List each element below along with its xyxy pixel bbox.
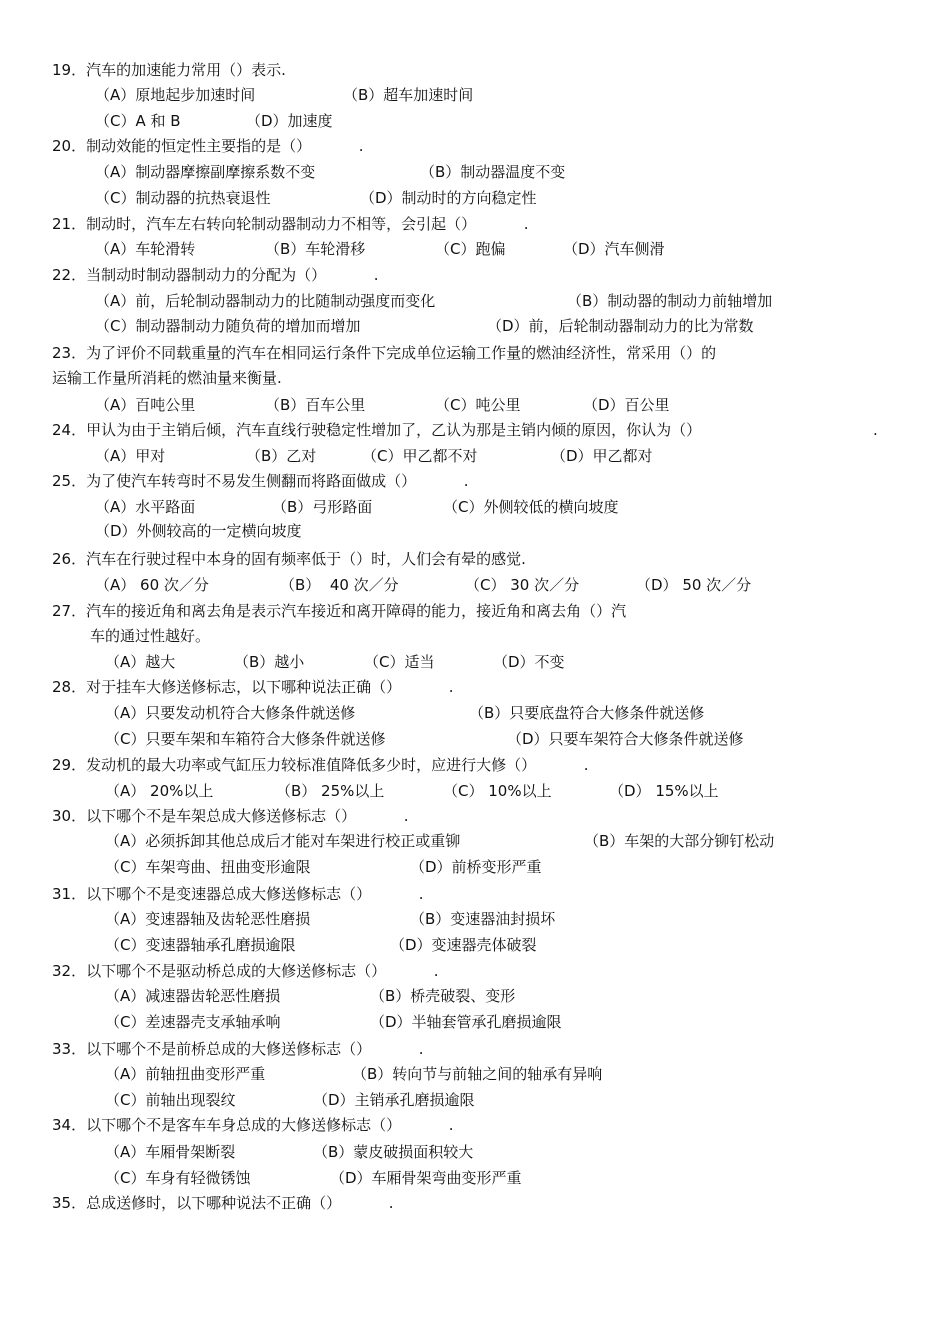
option-line: （A）必须拆卸其他总成后才能对车架进行校正或重铆 [105,832,461,850]
option-line: （C）制动器制动力随负荷的增加而增加 [95,317,361,335]
option-line: . [873,421,878,439]
option-line: 车的通过性越好。 [90,627,211,645]
question-line: 34．以下哪个不是客车车身总成的大修送修标志（） . [52,1116,454,1134]
option-line: （C） 30 次／分 [465,576,580,594]
question-line: 24．甲认为由于主销后倾，汽车直线行驶稳定性增加了，乙认为那是主销内倾的原因，你认为（） [52,421,702,439]
option-line: （B）车轮滑移 [265,240,366,258]
option-line: （C）甲乙都不对 [362,447,478,465]
option-line: （A）制动器摩擦副摩擦系数不变 [95,163,316,181]
option-line: （D）半轴套管承孔磨损逾限 [370,1013,562,1031]
option-line: （C） 10%以上 [443,782,552,800]
option-line: （D）加速度 [246,112,333,130]
option-line: （A）水平路面 [95,498,196,516]
question-line: 27．汽车的接近角和离去角是表示汽车接近和离开障碍的能力，接近角和离去角（）汽 [52,602,627,620]
option-line: （B）转向节与前轴之间的轴承有异响 [352,1065,603,1083]
option-line: （D）车厢骨架弯曲变形严重 [330,1169,522,1187]
option-line: （D）主销承孔磨损逾限 [313,1091,475,1109]
question-line: 29．发动机的最大功率或气缸压力较标准值降低多少时，应进行大修（） . [52,756,589,774]
option-line: （D）百公里 [583,396,670,414]
option-line: （A）车厢骨架断裂 [105,1143,236,1161]
option-line: （C）只要车架和车箱符合大修条件就送修 [105,730,386,748]
option-line: （A）百吨公里 [95,396,196,414]
option-line: （D）变速器壳体破裂 [390,936,537,954]
option-line: （C）制动器的抗热衰退性 [95,189,271,207]
question-line: 32．以下哪个不是驱动桥总成的大修送修标志（） . [52,962,439,980]
question-line: 22．当制动时制动器制动力的分配为（） . [52,266,379,284]
option-line: （D）外侧较高的一定横向坡度 [95,522,302,540]
option-line: （D）只要车架符合大修条件就送修 [507,730,744,748]
option-line: （A）只要发动机符合大修条件就送修 [105,704,356,722]
question-line: 21．制动时，汽车左右转向轮制动器制动力不相等，会引起（） . [52,215,529,233]
question-line: 25．为了使汽车转弯时不易发生侧翻而将路面做成（） . [52,472,469,490]
option-line: （B）乙对 [246,447,317,465]
option-line: （D）前，后轮制动器制动力的比为常数 [487,317,754,335]
option-line: （C）差速器壳支承轴承响 [105,1013,281,1031]
option-line: （D）前桥变形严重 [410,858,542,876]
option-line: （C）车身有轻微锈蚀 [105,1169,251,1187]
option-line: （B）越小 [234,653,305,671]
question-line: 30．以下哪个不是车架总成大修送修标志（） . [52,807,409,825]
option-line: （B） 40 次／分 [280,576,399,594]
option-line: （A）车轮滑转 [95,240,196,258]
option-line: （C）跑偏 [435,240,506,258]
option-line: （C）A 和 B [95,112,181,130]
option-line: （D）汽车侧滑 [563,240,665,258]
option-line: （C）变速器轴承孔磨损逾限 [105,936,296,954]
option-line: （B）超车加速时间 [343,86,474,104]
option-line: （A）越大 [105,653,176,671]
question-line: 19．汽车的加速能力常用（）表示. [52,61,286,79]
option-line: （C）车架弯曲、扭曲变形逾限 [105,858,311,876]
option-line: （D）不变 [493,653,565,671]
option-line: （D）制动时的方向稳定性 [360,189,537,207]
option-line: （A）前，后轮制动器制动力的比随制动强度而变化 [95,292,436,310]
question-line: 33．以下哪个不是前桥总成的大修送修标志（） . [52,1040,424,1058]
option-line: （B）蒙皮破损面积较大 [313,1143,474,1161]
option-line: （A）原地起步加速时间 [95,86,256,104]
option-line: （A） 60 次／分 [95,576,209,594]
question-line: 23．为了评价不同载重量的汽车在相同运行条件下完成单位运输工作量的燃油经济性，常采用（）的 [52,344,717,362]
option-line: （B）制动器的制动力前轴增加 [567,292,773,310]
option-line: （B） 25%以上 [276,782,385,800]
option-line: （C）吨公里 [435,396,521,414]
option-line: （A）变速器轴及齿轮恶性磨损 [105,910,311,928]
question-line: 26．汽车在行驶过程中本身的固有频率低于（）时，人们会有晕的感觉. [52,550,526,568]
question-line: 31．以下哪个不是变速器总成大修送修标志（） . [52,885,424,903]
option-line: （B）百车公里 [265,396,366,414]
option-line: （D）甲乙都对 [551,447,653,465]
option-line: （C）前轴出现裂纹 [105,1091,236,1109]
option-line: （B）制动器温度不变 [420,163,566,181]
option-line: （B）弓形路面 [272,498,373,516]
question-line: 28．对于挂车大修送修标志，以下哪种说法正确（） . [52,678,454,696]
option-line: （C）适当 [364,653,435,671]
option-line: （A）减速器齿轮恶性磨损 [105,987,281,1005]
option-line: （A）前轴扭曲变形严重 [105,1065,266,1083]
option-line: （D） 15%以上 [609,782,719,800]
option-line: （D） 50 次／分 [636,576,752,594]
option-line: （B）只要底盘符合大修条件就送修 [469,704,705,722]
option-line: 运输工作量所消耗的燃油量来衡量. [52,369,282,387]
option-line: （C）外侧较低的横向坡度 [443,498,619,516]
question-line: 35．总成送修时，以下哪种说法不正确（） . [52,1194,394,1212]
option-line: （A）甲对 [95,447,166,465]
option-line: （B）变速器油封损坏 [410,910,556,928]
option-line: （B）桥壳破裂、变形 [370,987,516,1005]
option-line: （B）车架的大部分铆钉松动 [584,832,775,850]
option-line: （A） 20%以上 [105,782,214,800]
question-line: 20．制动效能的恒定性主要指的是（） . [52,137,364,155]
